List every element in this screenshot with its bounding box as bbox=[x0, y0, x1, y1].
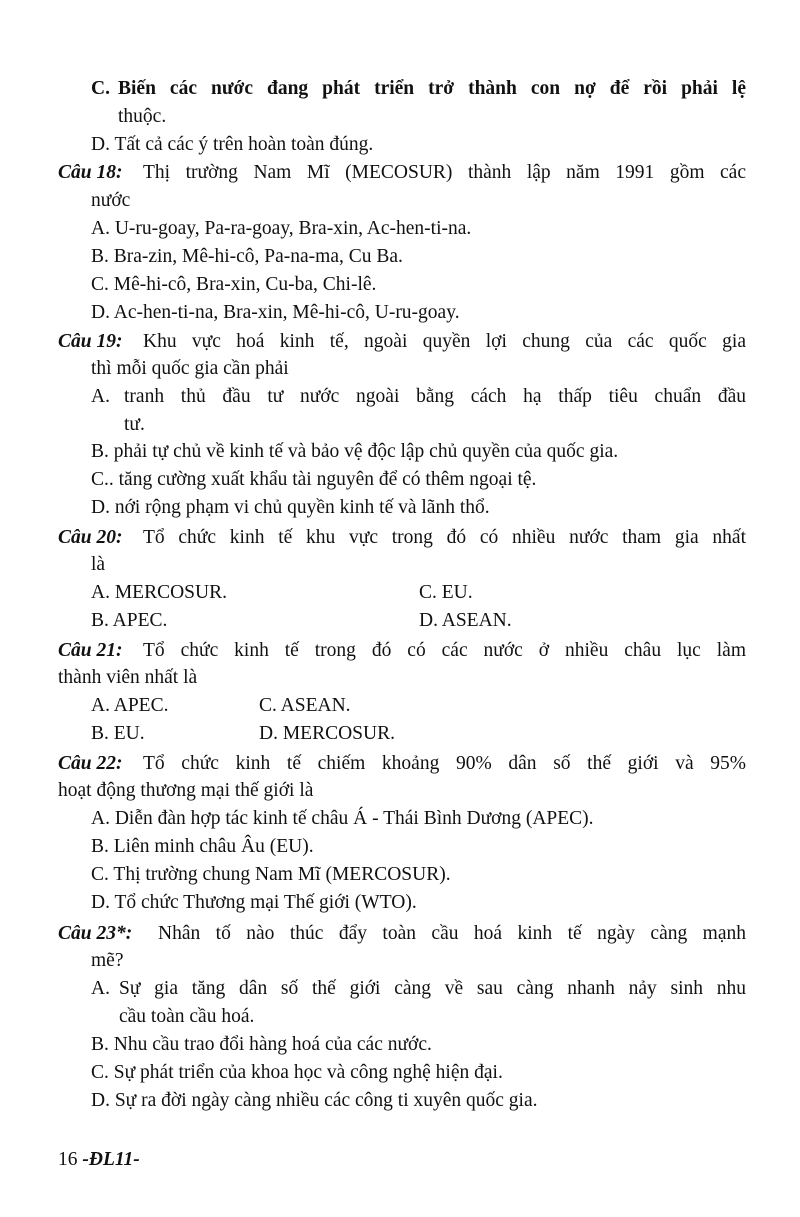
question-18-option-d: D. Ac-hen-ti-na, Bra-xin, Mê-hi-cô, U-ru-goay. bbox=[91, 302, 460, 323]
question-21-stem-line2: thành viên nhất là bbox=[58, 667, 198, 688]
question-19-option-a-line1: tranh thủ đầu tư nước ngoài bằng cách hạ thấp tiêu chuẩn đầu bbox=[124, 386, 746, 407]
question-20-label: Câu 20: bbox=[58, 527, 123, 548]
prev-option-d: D. Tất cả các ý trên hoàn toàn đúng. bbox=[91, 134, 374, 155]
question-23-option-a-label: A. bbox=[91, 978, 110, 999]
question-21-option-d: D. MERCOSUR. bbox=[259, 723, 395, 744]
page-footer bbox=[58, 1146, 140, 1174]
question-19-option-b: B. phải tự chủ về kinh tế và bảo vệ độc lập chủ quyền của quốc gia. bbox=[91, 441, 619, 462]
question-18-option-b: B. Bra-zin, Mê-hi-cô, Pa-na-ma, Cu Ba. bbox=[91, 246, 403, 267]
question-18-option-c: C. Mê-hi-cô, Bra-xin, Cu-ba, Chi-lê. bbox=[91, 274, 377, 295]
question-22-label: Câu 22: bbox=[58, 753, 123, 774]
question-20-option-b: B. APEC. bbox=[91, 610, 168, 631]
prev-option-c-line2: thuộc. bbox=[118, 106, 167, 127]
question-23-option-a-line2: cầu toàn cầu hoá. bbox=[119, 1006, 255, 1027]
question-20-stem-line2: là bbox=[91, 554, 106, 575]
page-number: 16 bbox=[58, 1149, 78, 1170]
question-22-stem-line1: Tổ chức kinh tế chiếm khoảng 90% dân số thế giới và 95% bbox=[143, 753, 746, 774]
question-18-label: Câu 18: bbox=[58, 162, 123, 183]
prev-option-c-line1: Biến các nước đang phát triển trở thành con nợ để rồi phải lệ bbox=[118, 78, 746, 99]
question-18-option-a: A. U-ru-goay, Pa-ra-goay, Bra-xin, Ac-hen-ti-na. bbox=[91, 218, 472, 239]
question-20-stem-line1: Tổ chức kinh tế khu vực trong đó có nhiều nước tham gia nhất bbox=[143, 527, 746, 548]
question-19-option-d: D. nới rộng phạm vi chủ quyền kinh tế và lãnh thổ. bbox=[91, 497, 490, 518]
question-19-option-a-label: A. bbox=[91, 386, 110, 407]
question-23-stem-line1: Nhân tố nào thúc đẩy toàn cầu hoá kinh tế ngày càng mạnh bbox=[158, 923, 746, 944]
question-22-option-d: D. Tổ chức Thương mại Thế giới (WTO). bbox=[91, 892, 417, 913]
question-18-stem-line1: Thị trường Nam Mĩ (MECOSUR) thành lập năm 1991 gồm các bbox=[143, 162, 746, 183]
prev-option-c-label: C. bbox=[91, 78, 110, 99]
question-21-option-a: A. APEC. bbox=[91, 695, 169, 716]
question-22-option-a: A. Diễn đàn hợp tác kinh tế châu Á - Thái Bình Dương (APEC). bbox=[91, 808, 594, 829]
question-21-option-b: B. EU. bbox=[91, 723, 145, 744]
question-19-stem-line2: thì mỗi quốc gia cần phải bbox=[91, 358, 289, 379]
question-20-option-a: A. MERCOSUR. bbox=[91, 582, 227, 603]
question-23-option-d: D. Sự ra đời ngày càng nhiều các công ti xuyên quốc gia. bbox=[91, 1090, 538, 1111]
question-22-option-c: C. Thị trường chung Nam Mĩ (MERCOSUR). bbox=[91, 864, 451, 885]
question-18-stem-line2: nước bbox=[91, 190, 131, 211]
question-23-option-b: B. Nhu cầu trao đổi hàng hoá của các nước. bbox=[91, 1034, 432, 1055]
question-19-option-c: C.. tăng cường xuất khẩu tài nguyên để có thêm ngoại tệ. bbox=[91, 469, 537, 490]
question-23-label: Câu 23*: bbox=[58, 923, 133, 944]
question-19-option-a-line2: tư. bbox=[124, 414, 145, 435]
question-21-stem-line1: Tổ chức kinh tế trong đó có các nước ở nhiều châu lục làm bbox=[143, 640, 746, 661]
book-code: -ĐL11- bbox=[82, 1149, 140, 1170]
question-22-option-b: B. Liên minh châu Âu (EU). bbox=[91, 836, 314, 857]
question-23-option-a-line1: Sự gia tăng dân số thế giới càng về sau càng nhanh nảy sinh nhu bbox=[119, 978, 746, 999]
question-21-option-c: C. ASEAN. bbox=[259, 695, 351, 716]
question-22-stem-line2: hoạt động thương mại thế giới là bbox=[58, 780, 314, 801]
question-21-label: Câu 21: bbox=[58, 640, 123, 661]
question-20-option-d: D. ASEAN. bbox=[419, 610, 512, 631]
question-23-option-c: C. Sự phát triển của khoa học và công nghệ hiện đại. bbox=[91, 1062, 503, 1083]
question-19-label: Câu 19: bbox=[58, 331, 123, 352]
question-19-stem-line1: Khu vực hoá kinh tế, ngoài quyền lợi chung của các quốc gia bbox=[143, 331, 746, 352]
question-20-option-c: C. EU. bbox=[419, 582, 473, 603]
question-23-stem-line2: mẽ? bbox=[91, 950, 124, 971]
